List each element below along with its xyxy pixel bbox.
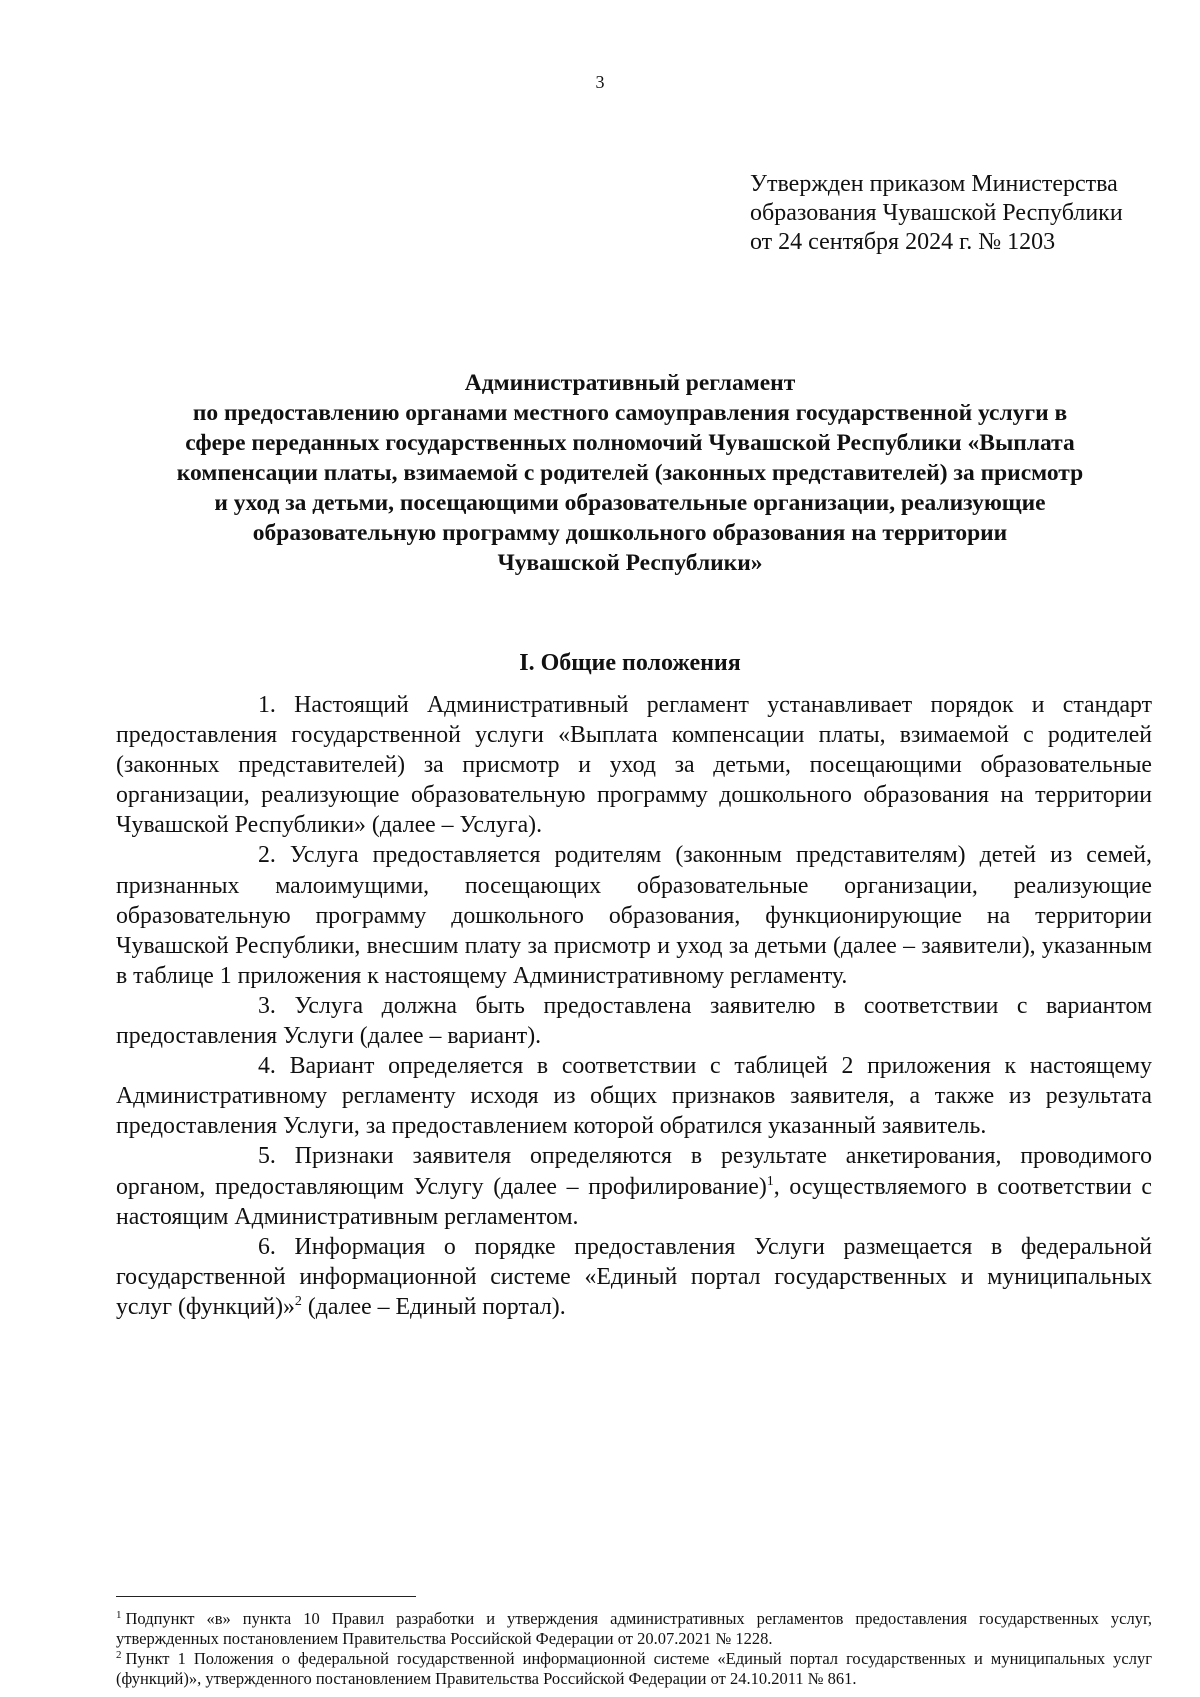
- footnote-text: Подпункт «в» пункта 10 Правил разработки и утверждения административных регламентов предоставления государственных услуг, утвержденных постановлением Правительства Российской Федерации от 20.07.2021 № 1228.: [116, 1609, 1152, 1648]
- paragraph-number: 2.: [258, 842, 276, 869]
- title-line: по предоставлению органами местного самоуправления государственной услуги в: [192, 400, 1068, 426]
- title-line: Чувашской Республики»: [497, 550, 763, 576]
- approval-line: Утвержден приказом Министерства: [750, 171, 1118, 197]
- paragraph-text: Услуга предоставляется родителям (законным представителям) детей из семей, признанных малоимущими, посещающих образовательные организации, реализующие образовательную программу дошкольного образования, функционирующие на территории Чувашской Республики, внесшим плату за присмотр и уход за детьми (далее – заявители), указанным в таблице 1 приложения к настоящему Административному регламенту.: [116, 842, 1152, 989]
- footnote-ref[interactable]: 1: [766, 1173, 774, 1189]
- paragraph-text: Настоящий Административный регламент устанавливает порядок и стандарт предоставления государственной услуги «Выплата компенсации платы, взимаемой с родителей (законных представителей) за присмотр и уход за детьми, посещающими образовательные организации, реализующие образовательную программу дошкольного образования на территории Чувашской Республики» (далее – Услуга).: [116, 692, 1153, 839]
- paragraph-text: Вариант определяется в соответствии с таблицей 2 приложения к настоящему Административному регламенту исходя из общих признаков заявителя, а также из результата предоставления Услуги, за предоставлением которой обратился указанный заявитель.: [116, 1053, 1153, 1140]
- approval-stamp: [750, 170, 1150, 257]
- page-number: 3: [595, 72, 605, 92]
- section-heading: I. Общие положения: [519, 650, 741, 676]
- paragraph-text: Услуга должна быть предоставлена заявителю в соответствии с вариантом предоставления Услуги (далее – вариант).: [116, 992, 1153, 1050]
- title-line: образовательную программу дошкольного образования на территории: [252, 520, 1008, 546]
- paragraph-text: Признаки заявителя определяются в результате анкетирования, проводимого органом, предоставляющим Услугу (далее – профилирование): [116, 1143, 1153, 1200]
- footnote-divider: [116, 1596, 416, 1597]
- footnote-1: [116, 1609, 1152, 1649]
- paragraph-text: (далее – Единый портал).: [301, 1293, 566, 1320]
- paragraph-number: 1.: [258, 692, 276, 718]
- footnote-text: Пункт 1 Положения о федеральной государственной информационной системе «Единый портал государственных и муниципальных услуг (функций)», утвержденного постановлением Правительства Российской Федерации от 24.10.2011 № 861.: [116, 1649, 1152, 1688]
- approval-line: образования Чувашской Республики: [750, 200, 1123, 226]
- paragraph-4: [116, 1051, 1152, 1141]
- paragraph-text: Информация о порядке предоставления Услуги размещается в федеральной государственной информационной системе «Единый портал государственных и муниципальных услуг (функций)»: [116, 1233, 1152, 1320]
- footnotes: [116, 1609, 1152, 1689]
- paragraph-3: [116, 991, 1152, 1051]
- document-title: [110, 368, 1150, 578]
- title-line: Административный регламент: [464, 370, 796, 396]
- footnote-mark: 1: [116, 1609, 122, 1621]
- paragraph-number: 5.: [258, 1143, 276, 1170]
- paragraph-text: , осуществляемого в соответствии с настоящим Административным регламентом.: [116, 1173, 1152, 1230]
- footnote-ref[interactable]: 2: [294, 1293, 302, 1309]
- paragraph-1: [116, 690, 1152, 840]
- paragraph-2: [116, 840, 1152, 990]
- paragraph-number: 6.: [258, 1233, 276, 1260]
- title-line: и уход за детьми, посещающими образовательные организации, реализующие: [214, 490, 1046, 516]
- document-body: [116, 690, 1152, 1322]
- paragraph-number: 3.: [258, 992, 276, 1019]
- paragraph-number: 4.: [258, 1053, 276, 1080]
- footnote-2: [116, 1649, 1152, 1689]
- paragraph-6: [116, 1232, 1152, 1322]
- footnote-mark: 2: [116, 1649, 122, 1661]
- title-line: сфере переданных государственных полномочий Чувашской Республики «Выплата: [185, 430, 1075, 456]
- paragraph-5: [116, 1141, 1152, 1231]
- title-line: компенсации платы, взимаемой с родителей (законных представителей) за присмотр: [176, 460, 1084, 486]
- approval-line: от 24 сентября 2024 г. № 1203: [750, 229, 1056, 255]
